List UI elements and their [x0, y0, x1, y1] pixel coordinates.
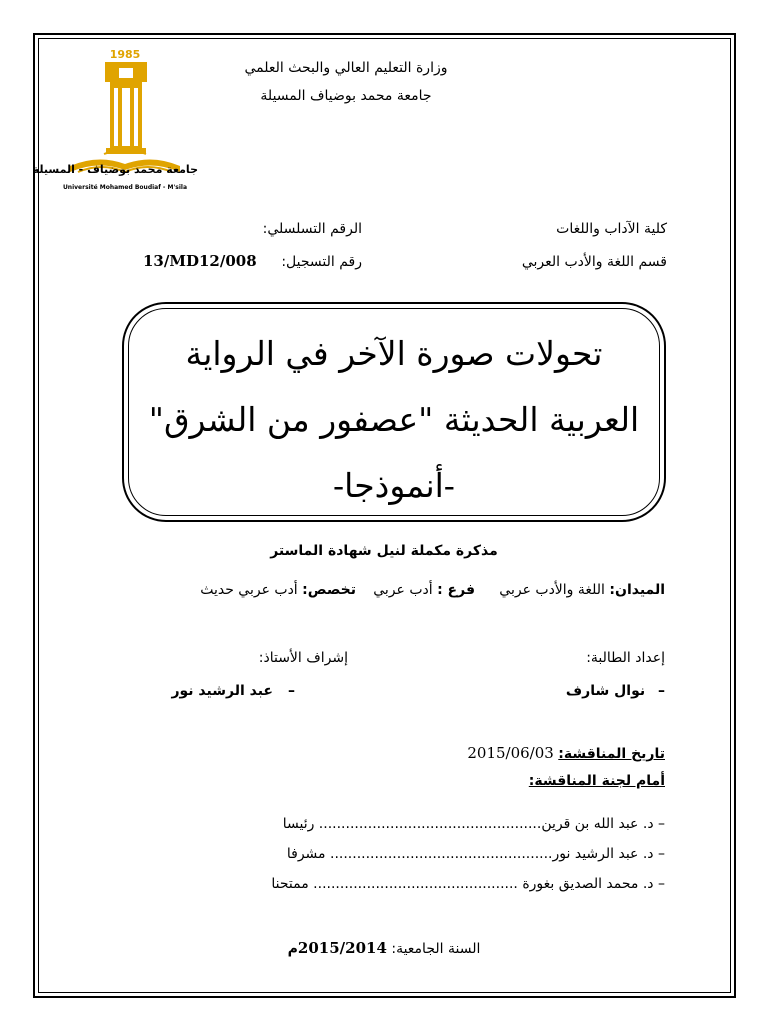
student-name: نوال شارف: [565, 683, 646, 699]
committee-member: – د. عبد الله بن قرين.................................................. رئيسا: [282, 816, 665, 832]
specialty-value: أدب عربي حديث: [200, 582, 298, 598]
student-entry: [566, 683, 665, 699]
faculty-name: كلية الآداب واللغات: [556, 221, 667, 237]
thesis-title-line-2: العربية الحديثة "عصفور من الشرق": [148, 400, 640, 439]
academic-year-value: 2015/2014: [297, 939, 387, 957]
ministry-name: وزارة التعليم العالي والبحث العلمي: [244, 60, 448, 76]
university-logo: [32, 48, 200, 200]
supervisor-label: إشراف الأستاذ:: [258, 650, 348, 666]
domain-label: الميدان:: [609, 582, 665, 598]
serial-number-label: الرقم التسلسلي:: [262, 221, 362, 237]
supervisor-name: عبد الرشيد نور: [171, 683, 273, 699]
domain-field: [499, 582, 665, 598]
branch-field: [373, 582, 475, 598]
branch-label: فرع :: [437, 582, 475, 598]
department-name: قسم اللغة والأدب العربي: [521, 254, 667, 270]
committee-member: – د. محمد الصديق بغورة .............................................. ممتحنا: [271, 876, 665, 892]
thesis-title-line-1: تحولات صورة الآخر في الرواية: [185, 334, 603, 373]
thesis-title-line-3: -أنموذجا-: [333, 466, 455, 505]
logo-french-name: Université Mohamed Boudiaf - M'sila: [62, 184, 188, 191]
thesis-subtitle: مذكرة مكملة لنيل شهادة الماستر: [270, 543, 498, 559]
academic-year-suffix: م: [287, 941, 298, 957]
student-label: إعداد الطالبة:: [586, 650, 665, 666]
logo-arabic-name: جامعة محمد بوضياف - المسيلة: [32, 163, 198, 176]
registration-number: 13/MD12/008: [143, 252, 257, 270]
branch-value: أدب عربي: [373, 582, 433, 598]
domain-value: اللغة والأدب عربي: [499, 582, 605, 598]
registration-label: رقم التسجيل:: [281, 254, 362, 270]
committee-label: أمام لجنة المناقشة:: [528, 773, 665, 789]
defense-date-label: تاريخ المناقشة:: [558, 746, 665, 762]
logo-year: 1985: [109, 48, 141, 61]
committee-member: – د. عبد الرشيد نور.................................................. مشرفا: [286, 846, 665, 862]
academic-year: [200, 939, 568, 957]
university-name: جامعة محمد بوضياف المسيلة: [260, 88, 432, 104]
student-dash: –: [658, 683, 665, 699]
defense-date: [467, 744, 665, 762]
specialty-label: تخصص:: [302, 582, 356, 598]
specialty-field: [200, 582, 356, 598]
academic-year-label: السنة الجامعية:: [391, 941, 481, 957]
defense-date-value: 2015/06/03: [467, 744, 554, 762]
supervisor-dash: –: [288, 683, 295, 699]
